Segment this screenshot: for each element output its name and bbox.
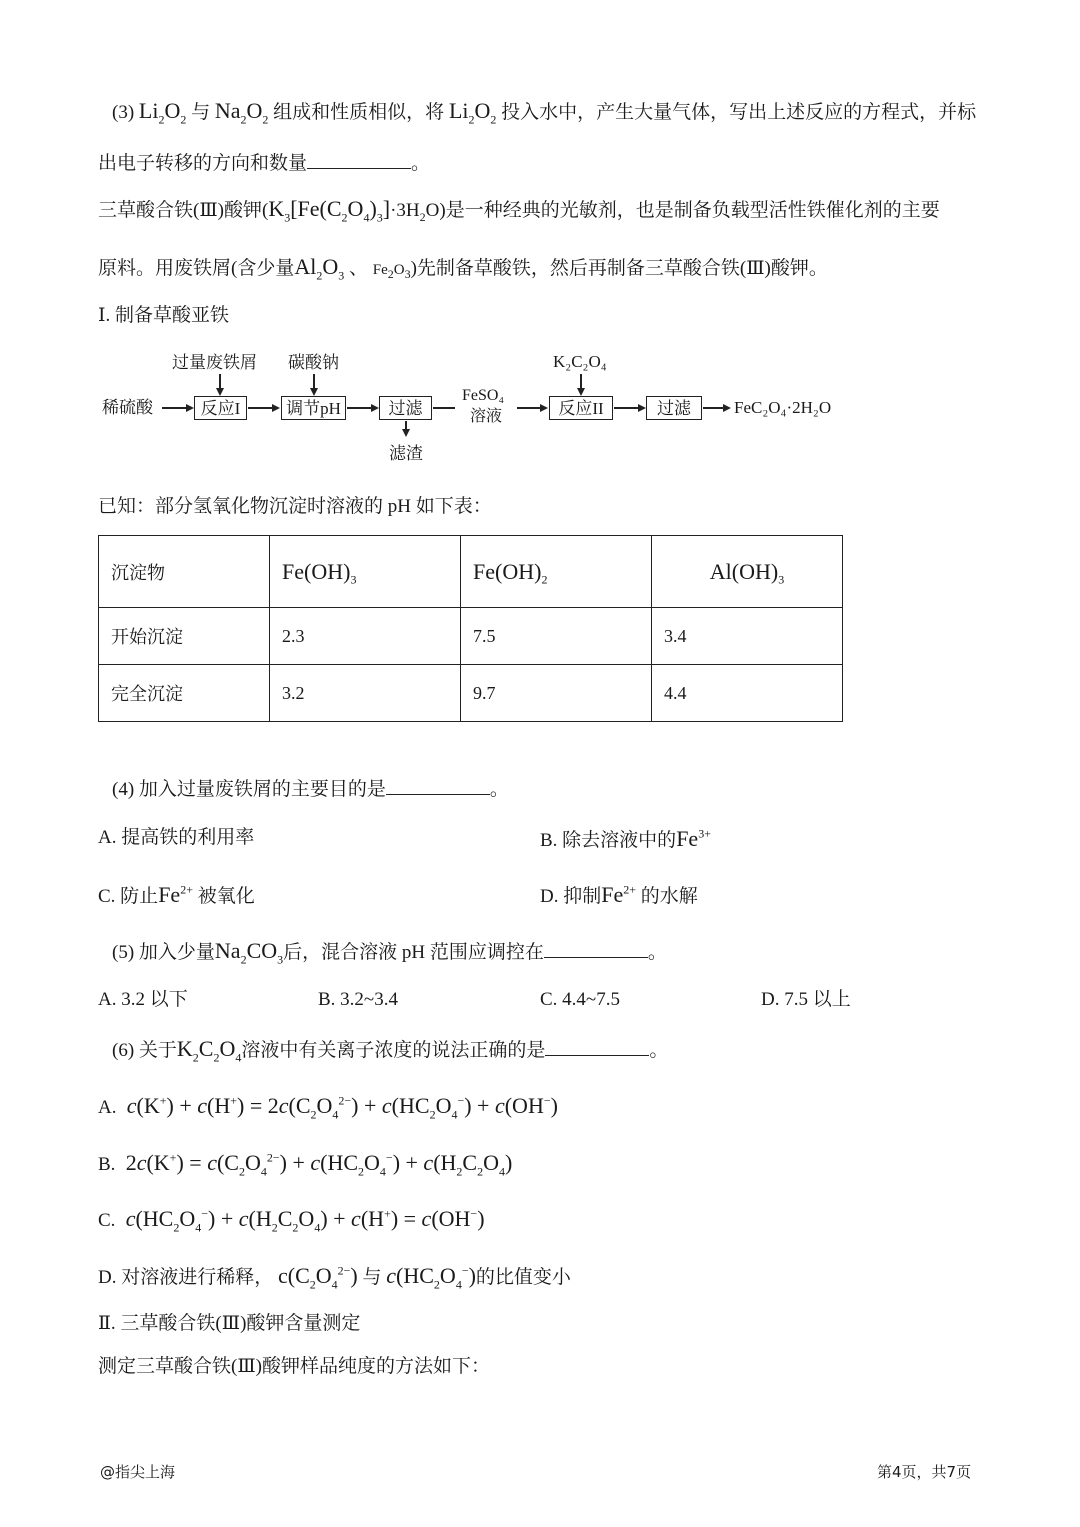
- flow-box-reaction-1: 反应I: [194, 396, 247, 420]
- flow-arrow-6: [614, 407, 640, 409]
- q4-option-c[interactable]: [98, 884, 255, 906]
- q3-line2: [98, 152, 430, 173]
- table-cell: 3.4: [652, 608, 843, 665]
- table-header-cell: 沉淀物: [99, 536, 270, 608]
- intro-text-4: )先制备草酸铁，然后再制备三草酸合铁(Ⅲ)酸钾。: [410, 258, 828, 279]
- q6-option-d[interactable]: [98, 1263, 571, 1292]
- q4-answer-blank[interactable]: [386, 778, 490, 795]
- section-2-title: Ⅱ. 三草酸合铁(Ⅲ)酸钾含量测定: [98, 1313, 361, 1334]
- q4-option-a[interactable]: A. 提高铁的利用率: [98, 827, 255, 848]
- flow-arrow-2: [248, 407, 274, 409]
- li2o2-formula: $Li_2O_2$: [138, 98, 187, 127]
- footer-source: @指尖上海: [100, 1463, 176, 1481]
- q3-text-1: 与: [191, 102, 211, 123]
- q4-stem-text: (4) 加入过量废铁屑的主要目的是: [112, 779, 386, 800]
- flow-start: 稀硫酸: [102, 398, 153, 417]
- q6-option-b-label: B.: [98, 1154, 116, 1175]
- q4-option-b-text: B. 除去溶液中的: [540, 830, 677, 851]
- q4-period: 。: [489, 779, 509, 800]
- flow-solution: 溶液: [470, 408, 503, 425]
- flow-input-iron: 过量废铁屑: [172, 353, 257, 372]
- q6-option-b[interactable]: [98, 1150, 513, 1179]
- q6-answer-blank[interactable]: [545, 1039, 649, 1056]
- flow-arrow-7: [703, 407, 725, 409]
- flow-arrowhead-in4: [577, 388, 585, 396]
- q4-option-d-text-1: D. 抑制: [540, 886, 602, 907]
- table-header-feoh2: $Fe(OH)_2$: [461, 536, 652, 608]
- flow-box-reaction-2: 反应II: [549, 396, 613, 420]
- flow-residue: 滤渣: [389, 444, 423, 463]
- table-cell: 4.4: [652, 665, 843, 722]
- flow-arrowhead-in1: [216, 388, 224, 396]
- intro-text-1: 三草酸合铁(Ⅲ)酸钾(: [98, 200, 269, 221]
- flow-input-k2c2o4: K₂C₂O₄: [553, 352, 607, 371]
- flow-arrowhead-3: [371, 404, 379, 412]
- flow-arrow-4: [433, 407, 455, 409]
- intro-text-2: 是一种经典的光敏剂，也是制备负载型活性铁催化剂的主要: [445, 200, 940, 221]
- flow-arrow-3: [347, 407, 373, 409]
- q5-option-b[interactable]: B. 3.2~3.4: [318, 989, 398, 1010]
- na2o2-formula: $Na_2O_2$: [214, 98, 269, 127]
- flow-arrow-5: [517, 407, 542, 409]
- q5-option-d[interactable]: D. 7.5 以上: [761, 989, 851, 1010]
- al2o3-formula: $Al_2O_3$: [294, 254, 345, 283]
- fe3-ion: $Fe^{3+}$: [676, 826, 711, 851]
- flow-box-adjust-ph: 调节pH: [281, 396, 346, 420]
- q5-stem-text-2: 后，混合溶液 pH 范围应调控在: [283, 942, 544, 963]
- q6-option-a-label: A.: [98, 1097, 117, 1118]
- q6-option-b-equation: $2c(K^+) = c(C_2O_4^{2-}) + c(HC_2O_4^-) + c(H_2C_2O_4)$: [120, 1150, 513, 1179]
- flow-arrowhead-residue: [402, 429, 410, 437]
- q5-option-a[interactable]: A. 3.2 以下: [98, 989, 188, 1010]
- k2c2o4-formula: $K_2C_2O_4$: [176, 1036, 242, 1065]
- q4-option-c-text-1: C. 防止: [98, 886, 159, 907]
- q4-option-d-text-2: 的水解: [640, 886, 698, 907]
- flow-product: FeC₂O₄·2H₂O: [734, 398, 832, 417]
- flow-arrowhead-7: [723, 404, 731, 412]
- section-1-title: Ⅰ. 制备草酸亚铁: [98, 305, 230, 326]
- q6-option-a-equation: $c(K^+) + c(H^+) = 2c(C_2O_4^{2-}) + c(HC_2O_4^-) + c(OH^-)$: [126, 1093, 558, 1122]
- flow-box-filter-1: 过滤: [379, 396, 432, 420]
- table-header-aloh3: $Al(OH)_3$: [652, 536, 843, 608]
- table-row: [99, 665, 843, 722]
- intro-comma: 、: [348, 258, 368, 279]
- table-row: [99, 608, 843, 665]
- flow-arrowhead-5: [540, 404, 548, 412]
- table-cell: 3.2: [270, 665, 461, 722]
- q6-option-a[interactable]: [98, 1093, 558, 1122]
- flow-arrowhead-1: [186, 404, 194, 412]
- q4-stem: [112, 778, 509, 799]
- ph-table: [98, 535, 843, 722]
- footer-page-number: 第4页，共7页: [877, 1463, 972, 1481]
- table-cell: 2.3: [270, 608, 461, 665]
- q3-answer-blank[interactable]: [307, 152, 411, 169]
- li2o2-formula-2: $Li_2O_2$: [448, 98, 497, 127]
- table-header-row: [99, 536, 843, 608]
- q4-option-b[interactable]: [540, 828, 711, 850]
- complex-formula: $K_3[Fe(C_2O_4)_3]\cdot 3H_2O$): [268, 196, 446, 225]
- flow-input-na2co3: 碳酸钠: [288, 353, 339, 372]
- q5-option-c[interactable]: C. 4.4~7.5: [540, 989, 620, 1010]
- q6-stem-text-1: (6) 关于: [112, 1040, 177, 1061]
- na2co3-formula: $Na_2CO_3$: [214, 938, 284, 967]
- q6-option-c-equation: $c(HC_2O_4^-) + c(H_2C_2O_4) + c(H^+) = c(OH^-)$: [125, 1206, 485, 1235]
- q6-option-d-text-2: 与: [362, 1267, 382, 1288]
- q6-option-d-hc2o4: $c(HC_2O_4^-)$: [386, 1263, 476, 1292]
- flow-arrowhead-2: [272, 404, 280, 412]
- q3-line1: [112, 98, 977, 127]
- q6-option-c[interactable]: [98, 1206, 485, 1235]
- fe2o3-formula: $Fe_2O_3$: [372, 262, 411, 281]
- table-cell: 开始沉淀: [99, 608, 270, 665]
- q5-stem-text-1: (5) 加入少量: [112, 942, 215, 963]
- flow-box-filter-2: 过滤: [646, 396, 702, 420]
- q4-option-c-text-2: 被氧化: [197, 886, 255, 907]
- q3-period: 。: [411, 153, 431, 174]
- q6-period: 。: [649, 1040, 669, 1061]
- table-header-feoh3: $Fe(OH)_3$: [270, 536, 461, 608]
- q6-stem: [112, 1036, 669, 1065]
- q5-answer-blank[interactable]: [544, 941, 648, 958]
- q4-option-d[interactable]: [540, 884, 698, 906]
- q3-line2-text: 出电子转移的方向和数量: [98, 153, 308, 174]
- q6-stem-text-2: 溶液中有关离子浓度的说法正确的是: [241, 1040, 546, 1061]
- table-cell: 9.7: [461, 665, 652, 722]
- fe2-ion: $Fe^{2+}$: [158, 882, 193, 907]
- q5-stem: [112, 938, 667, 967]
- table-cell: 完全沉淀: [99, 665, 270, 722]
- table-cell: 7.5: [461, 608, 652, 665]
- q3-text-2: 组成和性质相似，将: [273, 102, 445, 123]
- q6-option-c-label: C.: [98, 1210, 116, 1231]
- known-text: 已知：部分氢氧化物沉淀时溶液的 pH 如下表：: [98, 496, 492, 517]
- intro-line1: [98, 196, 940, 225]
- q5-period: 。: [647, 942, 667, 963]
- intro-text-3: 原料。用废铁屑(含少量: [98, 258, 295, 279]
- flow-arrowhead-6: [638, 404, 646, 412]
- flow-feso4: FeSO₄: [462, 387, 505, 404]
- intro-line2: [98, 254, 828, 283]
- flow-arrowhead-in2: [310, 388, 318, 396]
- fe2-ion-2: $Fe^{2+}$: [601, 882, 637, 907]
- method-text: 测定三草酸合铁(Ⅲ)酸钾样品纯度的方法如下：: [98, 1356, 490, 1377]
- q3-text-3: 投入水中，产生大量气体，写出上述反应的方程式，并标: [501, 102, 977, 123]
- q3-label: (3): [112, 102, 135, 123]
- q6-option-d-c2o4: $c(C_2O_4^{2-})$: [277, 1263, 358, 1292]
- flow-arrow-1: [162, 407, 188, 409]
- q6-option-d-text-1: D. 对溶液进行稀释，: [98, 1267, 274, 1288]
- q6-option-d-text-3: 的比值变小: [475, 1267, 571, 1288]
